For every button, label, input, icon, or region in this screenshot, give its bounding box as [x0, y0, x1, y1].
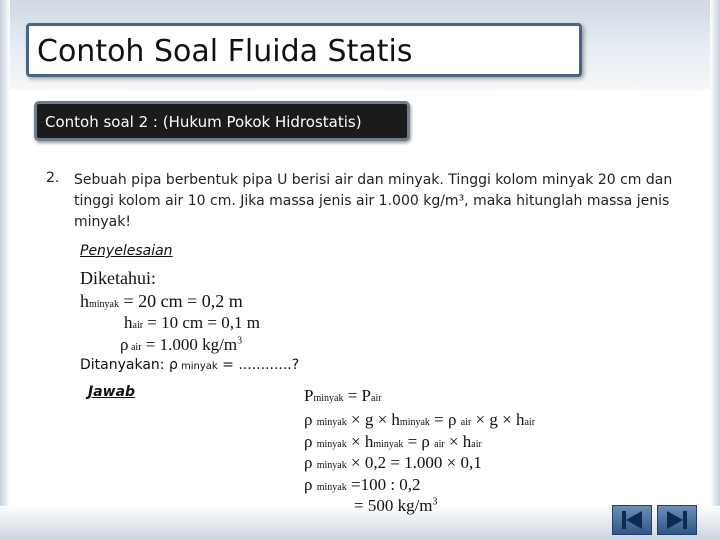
solution-heading: Penyelesaian	[80, 243, 173, 259]
step-2: ρ minyak × g × hminyak = ρ air × g × hair	[304, 410, 536, 429]
question-line: Sebuah pipa berbentuk pipa U berisi air dan minyak. Tinggi kolom minyak 20 cm dan	[74, 172, 673, 188]
left-border	[0, 0, 10, 540]
ditanyakan-line: Ditanyakan: ρ minyak = ............?	[80, 357, 300, 373]
jawab-label: Jawab	[88, 384, 136, 400]
question-number: 2.	[46, 170, 60, 186]
skip-forward-icon	[658, 506, 696, 534]
step-4: ρ minyak × 0,2 = 1.000 × 0,1	[304, 453, 482, 472]
question-line: tinggi kolom air 10 cm. Jika massa jenis air 1.000 kg/m³, maka hitunglah massa jenis	[74, 193, 670, 209]
skip-back-icon	[613, 506, 651, 534]
subtitle-box	[34, 101, 410, 141]
known-h-minyak: hminyak = 20 cm = 0,2 m	[80, 291, 243, 311]
step-6: = 500 $kg/m^3$	[354, 496, 438, 515]
diketahui-label: Diketahui:	[80, 268, 156, 288]
known-rho-air: ρ air = 1.000 $kg/m^3$	[120, 335, 243, 354]
right-border	[710, 0, 720, 540]
step-1: Pminyak = Pair	[304, 386, 382, 405]
step-5: ρ minyak =100 : 0,2	[304, 475, 421, 494]
previous-slide-button[interactable]	[612, 505, 652, 535]
next-slide-button[interactable]	[657, 505, 697, 535]
step-3: ρ minyak × hminyak = ρ air × hair	[304, 432, 482, 451]
question-line: minyak!	[74, 214, 131, 230]
title-box	[26, 23, 582, 77]
known-h-air: hair = 10 cm = 0,1 m	[124, 313, 260, 332]
subtitle: Contoh soal 2 : (Hukum Pokok Hidrostatis)	[45, 113, 362, 131]
page-title: Contoh Soal Fluida Statis	[37, 34, 413, 69]
question-text	[74, 170, 714, 233]
